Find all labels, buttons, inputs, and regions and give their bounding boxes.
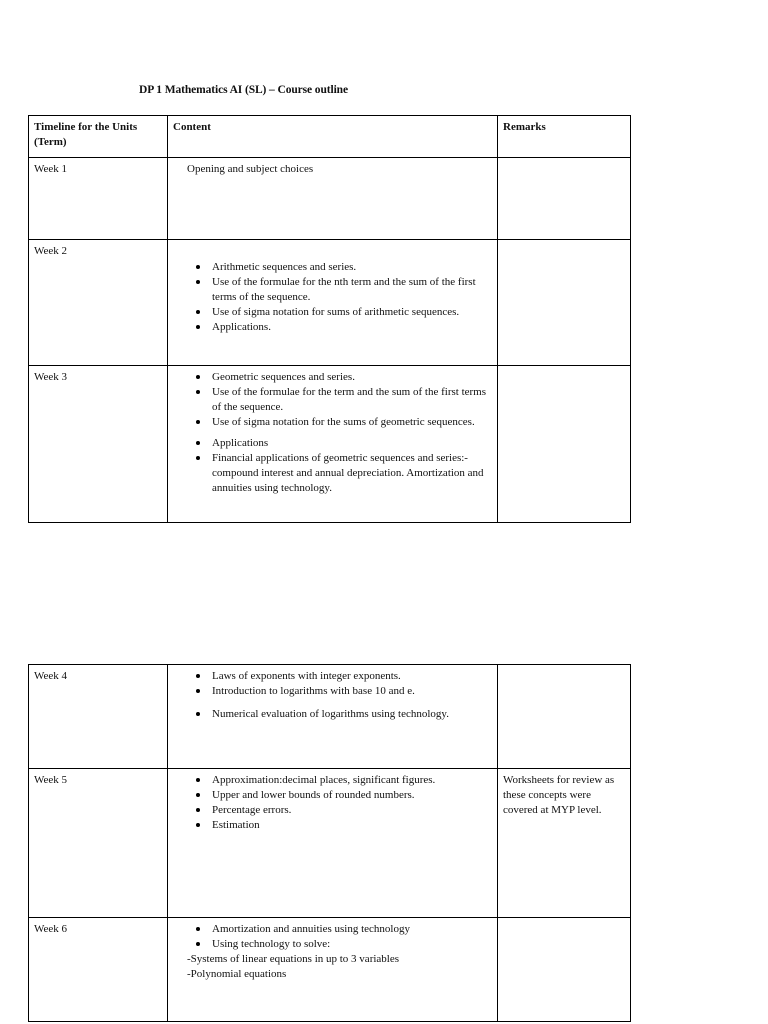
content-list — [173, 707, 493, 722]
week-label: Week 1 — [29, 158, 168, 240]
table-row-week5 — [29, 769, 631, 918]
table-row-week3 — [29, 366, 631, 523]
week-remarks — [498, 158, 631, 240]
week-label: Week 3 — [29, 366, 168, 523]
week-content — [168, 769, 498, 918]
list-item: Approximation:decimal places, significant figures. — [212, 773, 493, 788]
content-text: Opening and subject choices — [187, 163, 314, 175]
list-item: Geometric sequences and series. — [212, 370, 493, 385]
list-item: Financial applications of geometric sequences and series:-compound interest and annual depreciation. Amortization and annuities using technology. — [212, 451, 493, 496]
list-item: Use of the formulae for the nth term and the sum of the first terms of the sequence. — [212, 275, 493, 305]
list-item: Using technology to solve: — [212, 937, 493, 952]
list-item: Numerical evaluation of logarithms using technology. — [212, 707, 493, 722]
content-line: -Polynomial equations — [187, 968, 287, 980]
content-list — [173, 370, 493, 430]
week-remarks — [498, 665, 631, 769]
header-remarks: Remarks — [498, 116, 631, 158]
week-label: Week 6 — [29, 918, 168, 1022]
header-content: Content — [168, 116, 498, 158]
table-row-week6 — [29, 918, 631, 1022]
header-row — [29, 116, 631, 158]
content-list — [173, 260, 493, 335]
week-remarks — [498, 240, 631, 366]
list-item: Applications — [212, 436, 493, 451]
week-label: Week 4 — [29, 665, 168, 769]
list-item: Estimation — [212, 818, 493, 833]
list-item: Use of sigma notation for the sums of geometric sequences. — [212, 415, 493, 430]
week-remarks — [498, 918, 631, 1022]
list-item: Amortization and annuities using technology — [212, 922, 493, 937]
list-item: Arithmetic sequences and series. — [212, 260, 493, 275]
table-row-week2 — [29, 240, 631, 366]
list-item: Laws of exponents with integer exponents. — [212, 669, 493, 684]
content-list — [173, 773, 493, 833]
list-item: Introduction to logarithms with base 10 and e. — [212, 684, 493, 699]
course-outline-table-continued — [28, 664, 631, 1022]
content-list — [173, 436, 493, 496]
table-row-week4 — [29, 665, 631, 769]
week-remarks: Worksheets for review as these concepts were covered at MYP level. — [498, 769, 631, 918]
content-list — [173, 669, 493, 699]
list-item: Upper and lower bounds of rounded numbers. — [212, 788, 493, 803]
week-content — [168, 918, 498, 1022]
week-remarks — [498, 366, 631, 523]
week-label: Week 2 — [29, 240, 168, 366]
list-item: Applications. — [212, 320, 493, 335]
list-item: Use of the formulae for the term and the sum of the first terms of the sequence. — [212, 385, 493, 415]
week-content — [168, 366, 498, 523]
document-title: DP 1 Mathematics AI (SL) – Course outline — [139, 84, 348, 96]
week-label: Week 5 — [29, 769, 168, 918]
week-content — [168, 158, 498, 240]
content-list — [173, 922, 493, 952]
list-item: Percentage errors. — [212, 803, 493, 818]
week-content — [168, 240, 498, 366]
week-content — [168, 665, 498, 769]
list-item: Use of sigma notation for sums of arithmetic sequences. — [212, 305, 493, 320]
header-timeline: Timeline for the Units (Term) — [29, 116, 168, 158]
content-line: -Systems of linear equations in up to 3 variables — [187, 953, 400, 965]
course-outline-table — [28, 115, 631, 523]
table-row-week1 — [29, 158, 631, 240]
